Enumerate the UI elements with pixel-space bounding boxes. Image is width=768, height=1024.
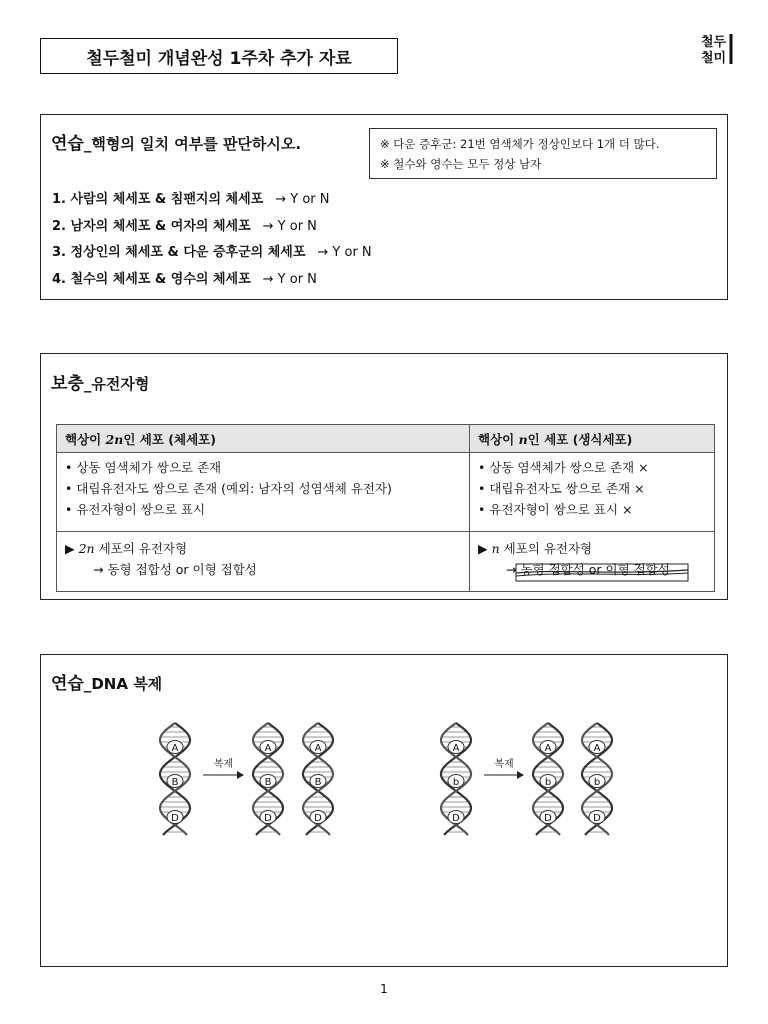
header-text: 핵상이 (65, 431, 106, 447)
gene-label: b (593, 777, 601, 788)
result-variable: 2n (78, 541, 95, 556)
list-item: • 상동 염색체가 쌍으로 존재 × (478, 460, 649, 475)
note-line: ※ 다운 증후군: 21번 염색체가 정상인보다 1개 더 많다. (380, 137, 660, 151)
question-text: 4. 철수의 체세포 & 영수의 체세포 (52, 272, 251, 287)
gene-label: B (171, 777, 179, 788)
result-line (65, 538, 461, 559)
header-variable: n (518, 431, 528, 447)
result-marker: ▶ (478, 541, 492, 556)
dna-helix (303, 723, 333, 835)
gene-label: B (264, 777, 272, 788)
genotype-table (56, 424, 715, 592)
gene-label: B (314, 777, 322, 788)
question-item (52, 241, 372, 260)
cell-n-genotype (470, 532, 715, 592)
gene-label: D (452, 813, 460, 824)
svg-text:철미: 철미 (701, 51, 727, 66)
section-heading (51, 369, 149, 394)
question-item (52, 188, 329, 207)
struck-result (506, 559, 670, 580)
gene-label: A (544, 743, 552, 754)
question-text: 2. 남자의 체세포 & 여자의 체세포 (52, 219, 251, 234)
dna-helix (533, 723, 563, 835)
arrow-label: 복제 (494, 759, 514, 770)
table-row (57, 532, 715, 592)
list-item: • 대립유전자도 쌍으로 존재 × (478, 481, 645, 496)
cell-2n-properties (57, 453, 470, 532)
result-sub-wrap (478, 559, 706, 580)
arrow-head (517, 771, 524, 779)
result-marker: ▶ (65, 541, 79, 556)
gene-label: A (171, 743, 179, 754)
supplement-genotype-section (40, 353, 728, 600)
cell-2n-genotype (57, 532, 470, 592)
svg-text:철두: 철두 (701, 35, 727, 50)
cell-n-properties (470, 453, 715, 532)
header-text: 인 세포 (체세포) (123, 431, 216, 447)
heading-label-bold: 연습 (51, 134, 84, 154)
heading-label-rest: _DNA 복제 (83, 675, 163, 693)
dna-helix (253, 723, 283, 835)
header-text: 인 세포 (생식세포) (527, 431, 633, 447)
strikethrough-scribble (502, 561, 692, 583)
result-variable: n (491, 541, 500, 556)
question-item (52, 268, 317, 287)
dna-helix (160, 723, 190, 835)
answer-choice: → Y or N (262, 219, 317, 234)
header-variable: 2n (105, 431, 124, 447)
gene-label: D (544, 813, 552, 824)
gene-label: A (264, 743, 272, 754)
header-text: 핵상이 (478, 431, 519, 447)
replication-arrow (203, 757, 244, 779)
question-text: 3. 정상인의 체세포 & 다운 증후군의 체세포 (52, 245, 306, 260)
dna-replication-diagram (41, 655, 729, 968)
result-line (478, 538, 706, 559)
page-number: 1 (380, 982, 388, 996)
result-text: 세포의 유전자형 (499, 541, 593, 556)
gene-label: A (593, 743, 601, 754)
result-sub: → 동형 접합성 or 이형 접합성 (506, 562, 670, 577)
gene-label: b (544, 777, 552, 788)
question-item (52, 215, 317, 234)
answer-choice: → Y or N (275, 192, 330, 207)
section-heading (51, 129, 301, 154)
list-item: • 대립유전자도 쌍으로 존재 (예외: 남자의 성염색체 유전자) (65, 481, 392, 496)
list-item: • 유전자형이 쌍으로 표시 × (478, 502, 633, 517)
heading-label-rest: _유전자형 (83, 375, 150, 393)
practice-dna-replication-section (40, 654, 728, 967)
brand-logo (697, 32, 737, 66)
note-box (369, 128, 717, 179)
heading-label-rest: _핵형의 일치 여부를 판단하시오. (83, 135, 302, 153)
gene-label: b (452, 777, 460, 788)
result-sub: → 동형 접합성 or 이형 접합성 (93, 562, 257, 577)
result-text: 세포의 유전자형 (94, 541, 188, 556)
gene-label: D (314, 813, 322, 824)
list-item: • 상동 염색체가 쌍으로 존재 (65, 460, 222, 475)
gene-label: A (452, 743, 460, 754)
practice-karyotype-section (40, 114, 728, 300)
answer-choice: → Y or N (317, 245, 372, 260)
dna-helix (582, 723, 612, 835)
table-header-row (57, 425, 715, 453)
answer-choice: → Y or N (262, 272, 317, 287)
column-header-2n (57, 425, 470, 453)
page-title-text: 철두철미 개념완성 1주차 추가 자료 (86, 48, 352, 69)
arrow-head (237, 771, 244, 779)
heading-label-bold: 보충 (51, 374, 84, 394)
column-header-n (470, 425, 715, 453)
table-row (57, 453, 715, 532)
gene-label: D (593, 813, 601, 824)
replication-arrow (484, 757, 524, 779)
note-line: ※ 철수와 영수는 모두 정상 남자 (380, 157, 542, 171)
list-item: • 유전자형이 쌍으로 표시 (65, 502, 206, 517)
gene-label: D (264, 813, 272, 824)
page-title (40, 38, 398, 74)
dna-helix (441, 723, 471, 835)
gene-label: D (171, 813, 179, 824)
question-text: 1. 사람의 체세포 & 침팬지의 체세포 (52, 192, 264, 207)
arrow-label: 복제 (213, 759, 234, 770)
heading-label-bold: 연습 (51, 674, 84, 694)
gene-label: A (314, 743, 322, 754)
